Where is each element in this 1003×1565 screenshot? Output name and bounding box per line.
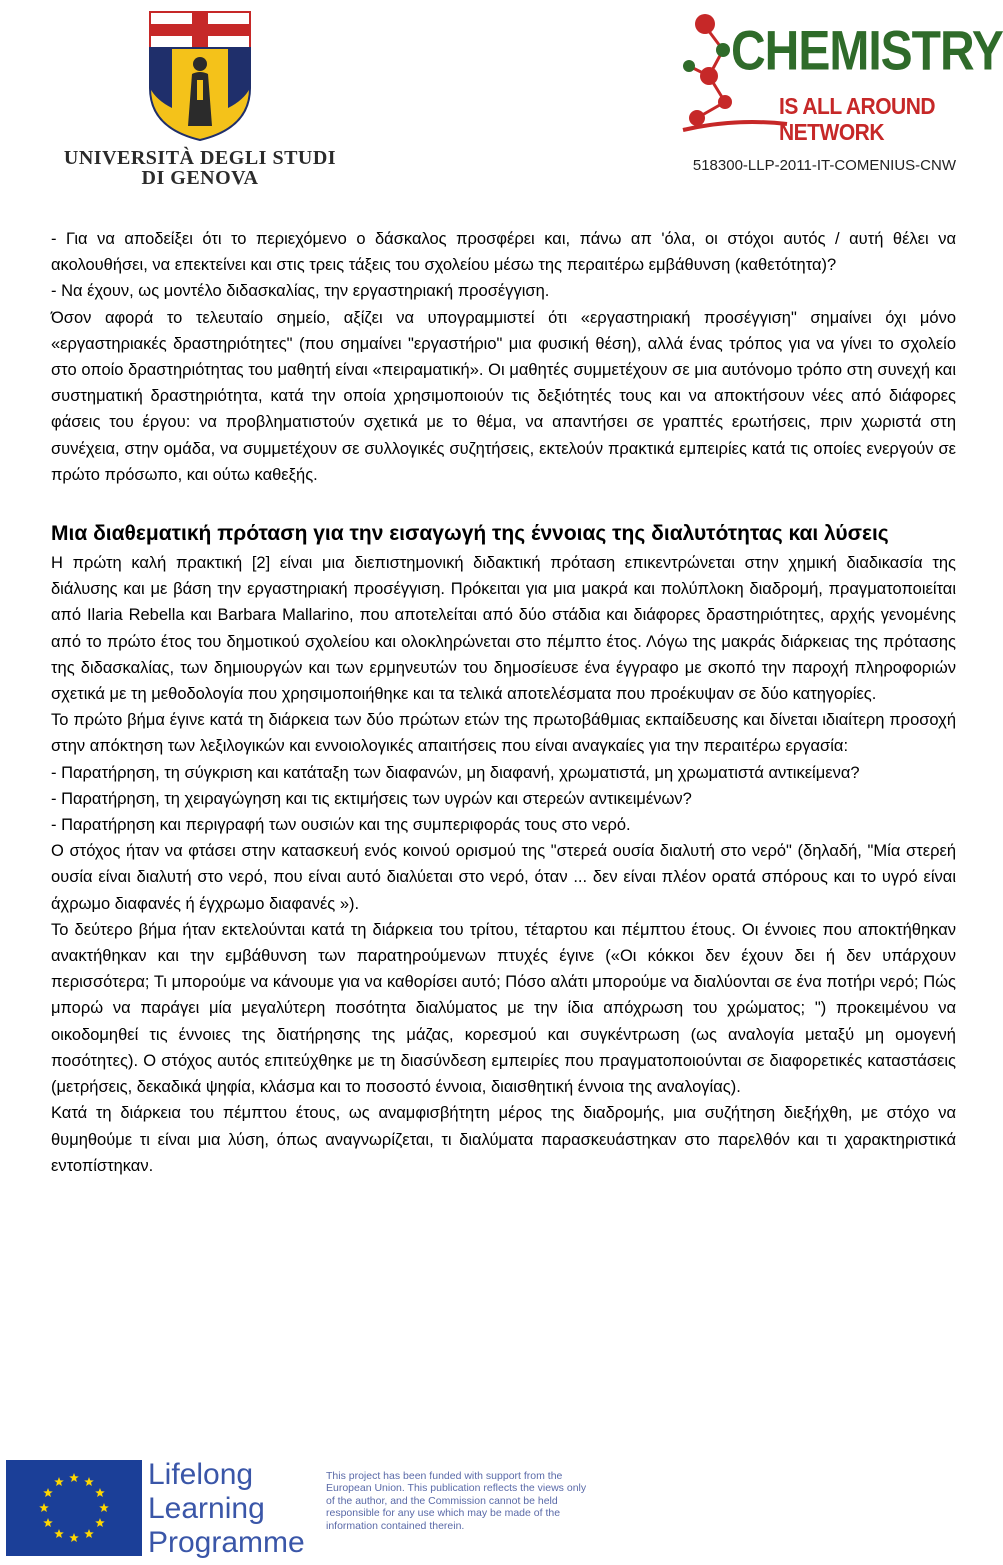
eu-star-icon bbox=[95, 1488, 105, 1497]
intro-paragraph-1: - Για να αποδείξει ότι το περιεχόμενο ο δάσκαλος προσφέρει και, πάνω απ 'όλα, οι στόχοι αυτός / αυτή θέλει να ακολουθήσει, να επεκτείνει και στις τρεις τάξεις του σχολείου μέσω της περαιτέρω εμβάθυνση (καθετότητα)? bbox=[51, 230, 956, 275]
eu-disclaimer: This project has been funded with support from the European Union. This publication reflects the views only of the author, and the Commission cannot be held responsible for any use which may be made of the information contained therein. bbox=[326, 1470, 587, 1532]
chemistry-network-logo bbox=[675, 6, 1003, 156]
section-list-item-1: - Παρατήρηση, τη σύγκριση και κατάταξη των διαφανών, μη διαφανή, χρωματιστά, μη χρωματιστά αντικείμενα? bbox=[51, 763, 860, 782]
eu-star-icon bbox=[39, 1503, 49, 1512]
document-body bbox=[51, 226, 956, 1179]
eu-star-icon bbox=[43, 1488, 53, 1497]
section-list-item-2: - Παρατήρηση, τη χειραγώγηση και τις εκτιμήσεις των υγρών και στερεών αντικειμένων? bbox=[51, 789, 692, 808]
chemistry-wordmark: CHEMISTRY bbox=[731, 21, 1003, 83]
section-paragraph-4: Το δεύτερο βήμα ήταν εκτελούνται κατά τη διάρκεια του τρίτου, τέταρτου και πέμπτου έτους. Οι έννοιες που αποκτήθηκαν ανακτήθηκαν και την εμβάθυνση των παρατηρούμενων πτυχές έγινε («Οι κόκκοι δεν έχουν δει ή δεν υπάρχουν περισσότερα; Τι μπορούμε να κάνουμε για να καθορίσει αυτό; Πόσο αλάτι μπορούμε να διαλύονται σε ένα ποτήρι νερό; Πώς μπορώ να παράγει μία μεγαλύτερη ποσότητα διαλύματος με την ίδια απόχρωση του χρώματος; ") προκειμένου να οικοδομηθεί τις έννοιες της διατήρησης της μάζας, κορεσμού και συγκέντρωση (ως αναλογία μεταξύ μη ομογενή ποσότητες). Ο στόχος αυτός επιτεύχθηκε με τη διασύνδεση εμπειρίες που πραγματοποιούνται σε διαφορετικές καταστάσεις (μετρήσεις, δεκαδικά ψηφία, κλάσμα και το ποσοστό έννοια, διαισθητική έννοια της αναλογίας). bbox=[51, 920, 956, 1097]
network-tagline: IS ALL AROUND NETWORK bbox=[779, 94, 936, 146]
university-logo bbox=[50, 8, 350, 188]
eu-stars-icon bbox=[6, 1460, 142, 1556]
eu-star-icon bbox=[69, 1473, 79, 1482]
intro-paragraph-3: Όσον αφορά το τελευταίο σημείο, αξίζει να υπογραμμιστεί ότι «εργαστηριακή προσέγγιση" σημαίνει όχι μόνο «εργαστηριακές δραστηριότητες" (που σημαίνει "εργαστήριο" μια φυσική θέση), αλλά ένας τρόπος για να γίνει το σχολείο στο οποίο δραστηριότητας του μαθητή είναι «πειραματική». Οι μαθητές συμμετέχουν σε μια αυτόνομο τρόπο στη συνεχή και συστηματική δραστηριότητα, κατά την οποία χρησιμοποιούν τις δεξιότητές τους και να αποκτήσουν νέες από διάφορες φάσεις του έργου: να προβληματιστούν σχετικά με το θέμα, να απαντήσει σε γραπτές ερωτήσεις, πριν χωριστά στη συνέχεια, στην ομάδα, να συμμετέχουν σε συλλογικές συζητήσεις, εκτελούν πρακτικά εμπειρίες κατά τις οποίες ενεργούν σε πρώτο πρόσωπο, και ούτω καθεξής. bbox=[51, 308, 956, 484]
section-heading: Μια διαθεματική πρόταση για την εισαγωγή της έννοιας της διαλυτότητας και λύσεις bbox=[51, 522, 889, 546]
university-shield-icon bbox=[146, 8, 254, 142]
programme-line-2: Learning bbox=[148, 1492, 265, 1525]
eu-star-icon bbox=[43, 1518, 53, 1527]
lifelong-learning-programme-logo bbox=[148, 1458, 305, 1560]
eu-star-icon bbox=[54, 1529, 64, 1538]
eu-star-icon bbox=[84, 1529, 94, 1538]
section-list-item-3: - Παρατήρηση και περιγραφή των ουσιών και της συμπεριφοράς τους στο νερό. bbox=[51, 816, 631, 835]
section-paragraph-3: Ο στόχος ήταν να φτάσει στην κατασκευή ενός κοινού ορισμού της "στερεά ουσία διαλυτή στο νερό" (δηλαδή, "Μία στερεή ουσία είναι διαλυτή στο νερό, που είναι αυτό διαλύεται στο νερό, όταν ... δεν είναι πλέον ορατά σπόρους και το υγρό είναι άχρωμο διαφανές ή έγχρωμο διαφανές »). bbox=[51, 842, 956, 913]
eu-star-icon bbox=[84, 1477, 94, 1486]
intro-paragraph-2: - Να έχουν, ως μοντέλο διδασκαλίας, την εργαστηριακή προσέγγιση. bbox=[51, 282, 550, 301]
eu-flag-icon bbox=[6, 1460, 142, 1556]
eu-star-icon bbox=[54, 1477, 64, 1486]
university-name-line1: UNIVERSITÀ DEGLI STUDI bbox=[63, 147, 337, 169]
university-name-line2: DI GENOVA bbox=[141, 167, 259, 189]
eu-star-icon bbox=[69, 1533, 79, 1542]
programme-line-1: Lifelong bbox=[148, 1458, 254, 1491]
section-paragraph-5: Κατά τη διάρκεια του πέμπτου έτους, ως αναμφισβήτητη μέρος της διαδρομής, μια συζήτηση διεξήχθη, με στόχο να θυμηθούμε τι είναι μια λύση, όπως αναγνωρίζεται, τι διαλύματα παρασκευάστηκαν στο παρελθόν και τι χαρακτηριστικά εντοπίστηκαν. bbox=[51, 1104, 956, 1175]
eu-star-icon bbox=[99, 1503, 109, 1512]
section-paragraph-2: Το πρώτο βήμα έγινε κατά τη διάρκεια των δύο πρώτων ετών της πρωτοβάθμιας εκπαίδευσης και δίνεται ιδιαίτερη προσοχή στην απόκτηση των λεξιλογικών και εννοιολογικές απαιτήσεις που είναι αναγκαίες για την περαιτέρω εργασία: bbox=[51, 711, 956, 756]
eu-star-icon bbox=[95, 1518, 105, 1527]
section-paragraph-1: Η πρώτη καλή πρακτική [2] είναι μια διεπιστημονική διδακτική πρόταση επικεντρώνεται στην χημική διαδικασία της διάλυσης και με βάση την εργαστηριακή προσέγγιση. Πρόκειται για μια μακρά και πολύπλοκη διαδρομή, πραγματοποιείται από Ilaria Rebella και Barbara Mallarino, που αποτελείται από δύο στάδια και διάφορες δραστηριότητες, αρχής γενομένης από το πρώτο έτος του δημοτικού σχολείου και ολοκληρώνεται στο πέμπτο έτος. Λόγω της μακράς διάρκειας της πρότασης της διδασκαλίας, των δημιουργών και των ερμηνευτών του δημοσίευσε ένα έγγραφο με σκοπό την παροχή πληροφοριών σχετικά με τη μεθοδολογία που χρησιμοποιήθηκε και τα τελικά αποτελέσματα που προέκυψαν σε δύο κατηγορίες. bbox=[51, 554, 956, 704]
project-code: 518300-LLP-2011-IT-COMENIUS-CNW bbox=[692, 157, 956, 174]
university-name bbox=[50, 148, 350, 188]
programme-line-3: Programme bbox=[148, 1526, 305, 1559]
